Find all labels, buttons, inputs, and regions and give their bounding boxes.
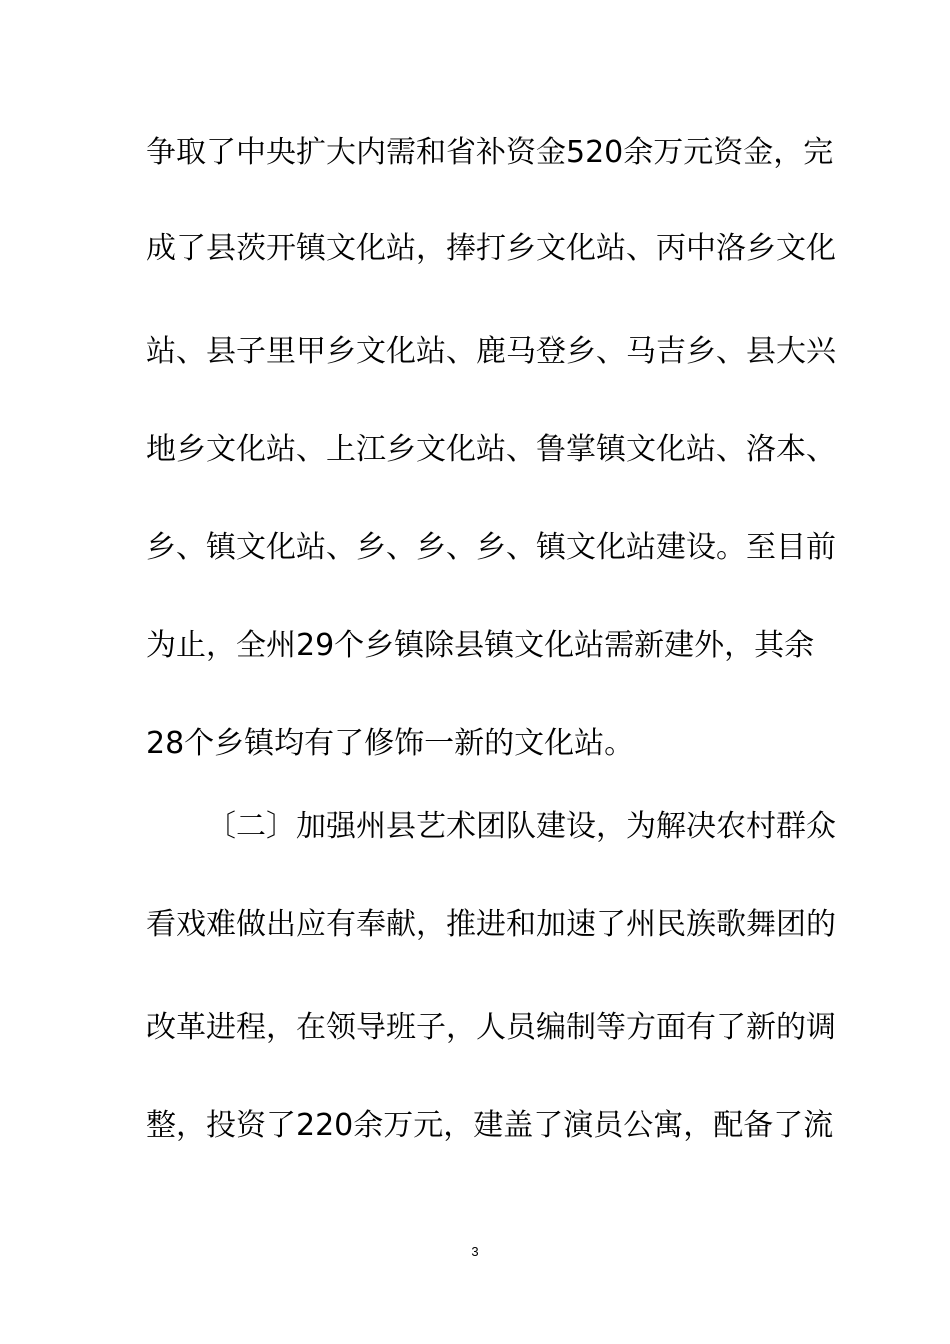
text-line-3: 站、县子里甲乡文化站、鹿马登乡、马吉乡、县大兴 (146, 334, 836, 369)
page-number: 3 (471, 1244, 479, 1259)
text-line-8-paragraph-start: 〔二〕加强州县艺术团队建设，为解决农村群众 (206, 809, 836, 844)
text-line-1: 争取了中央扩大内需和省补资金520余万元资金，完 (146, 135, 834, 170)
text-line-11: 整，投资了220余万元，建盖了演员公寓，配备了流 (146, 1108, 834, 1143)
text-line-5: 乡、镇文化站、乡、乡、乡、镇文化站建设。至目前 (146, 530, 836, 565)
text-line-4: 地乡文化站、上江乡文化站、鲁掌镇文化站、洛本、 (146, 432, 836, 467)
text-line-7: 28个乡镇均有了修饰一新的文化站。 (146, 726, 635, 761)
text-line-2: 成了县茨开镇文化站，捧打乡文化站、丙中洛乡文化 (146, 231, 836, 266)
text-line-6: 为止，全州29个乡镇除县镇文化站需新建外，其余 (146, 628, 815, 663)
text-line-9: 看戏难做出应有奉献，推进和加速了州民族歌舞团的 (146, 907, 836, 942)
text-line-10: 改革进程，在领导班子，人员编制等方面有了新的调 (146, 1010, 836, 1045)
